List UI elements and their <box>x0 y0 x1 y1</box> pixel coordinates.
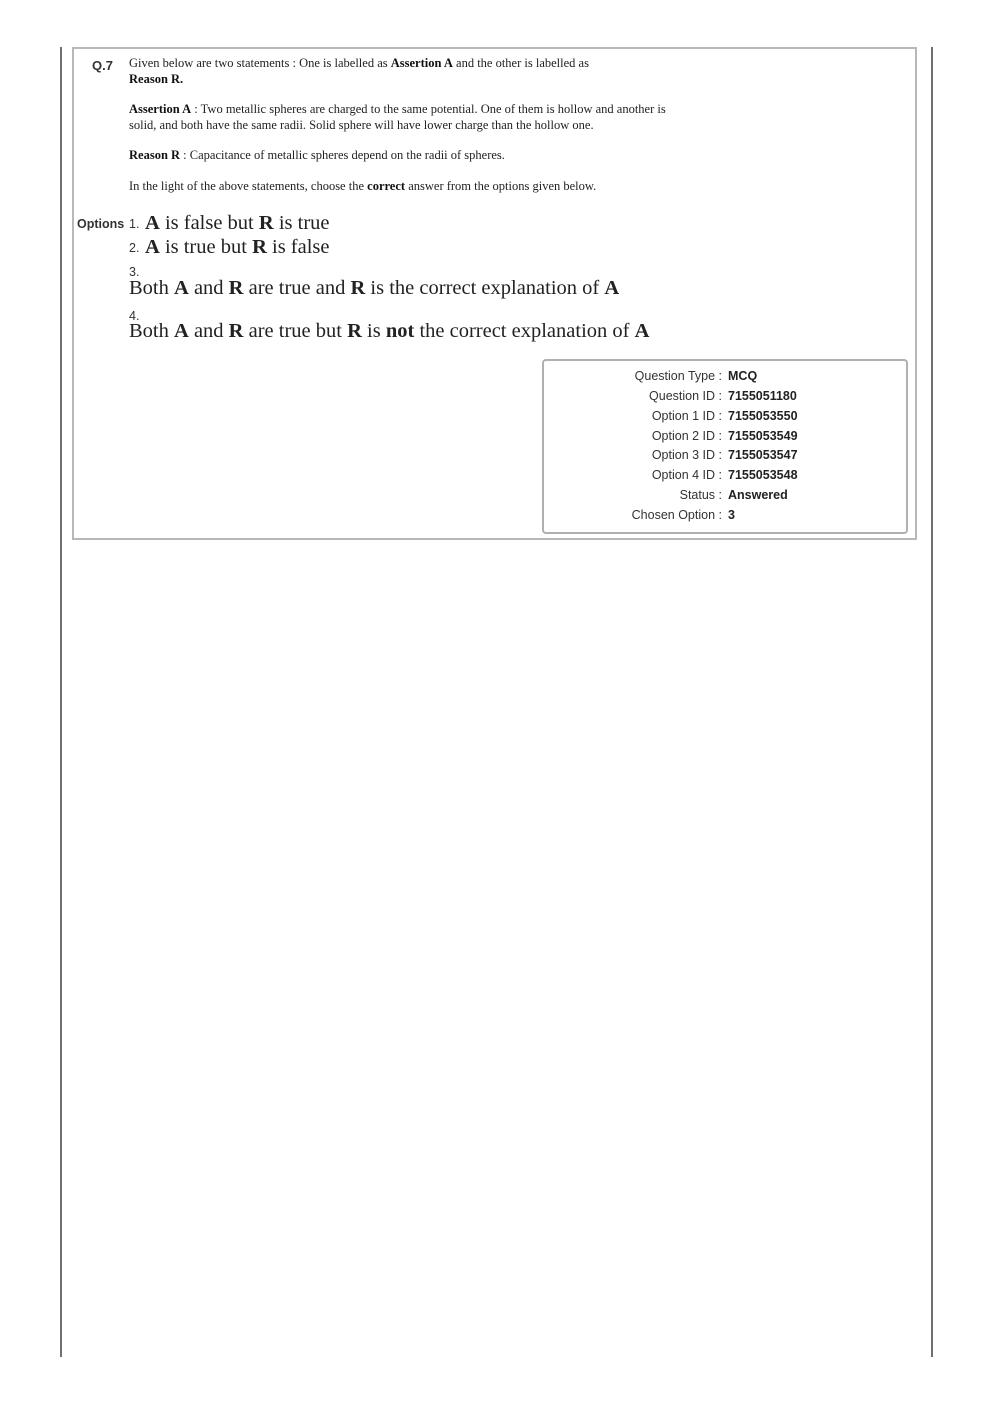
question-intro: Given below are two statements : One is labelled as Assertion A and the other is labelled as Reason R. <box>129 56 589 86</box>
meta-chosen-option: Chosen Option : 3 <box>631 508 735 522</box>
option-1-text[interactable]: A is false but R is true <box>145 212 330 234</box>
question-metadata-box <box>542 359 908 534</box>
meta-option-1-id: Option 1 ID : 7155053550 <box>651 409 798 423</box>
page-border-left <box>60 47 62 1357</box>
reason-statement: Reason R : Capacitance of metallic spheres depend on the radii of spheres. <box>129 148 505 162</box>
option-3-text[interactable]: Both A and R are true and R is the correct explanation of A <box>129 277 620 299</box>
meta-question-id: Question ID : 7155051180 <box>649 389 797 403</box>
instruction-text: In the light of the above statements, choose the correct answer from the options given below. <box>129 178 597 193</box>
option-4-text[interactable]: Both A and R are true but R is not the correct explanation of A <box>129 320 650 342</box>
question-panel <box>72 47 917 540</box>
meta-option-2-id: Option 2 ID : 7155053549 <box>651 429 798 443</box>
option-4-number: 4. <box>129 309 140 323</box>
option-1-number: 1. <box>129 217 140 231</box>
meta-question-type: Question Type : MCQ <box>634 369 758 383</box>
question-number: Q.7 <box>92 58 113 73</box>
option-2-text[interactable]: A is true but R is false <box>145 236 330 258</box>
option-3-number: 3. <box>129 265 140 279</box>
assertion-statement: Assertion A : Two metallic spheres are charged to the same potential. One of them is hollow and another is solid, and both have the same radii. Solid sphere will have lower charge than the hollow one. <box>129 102 666 132</box>
options-label: Options <box>77 217 125 231</box>
meta-status: Status : Answered <box>679 488 788 502</box>
meta-option-4-id: Option 4 ID : 7155053548 <box>651 468 798 482</box>
meta-option-3-id: Option 3 ID : 7155053547 <box>651 448 798 462</box>
option-2-number: 2. <box>129 241 140 255</box>
page-border-right <box>931 47 933 1357</box>
question-body <box>129 56 674 194</box>
